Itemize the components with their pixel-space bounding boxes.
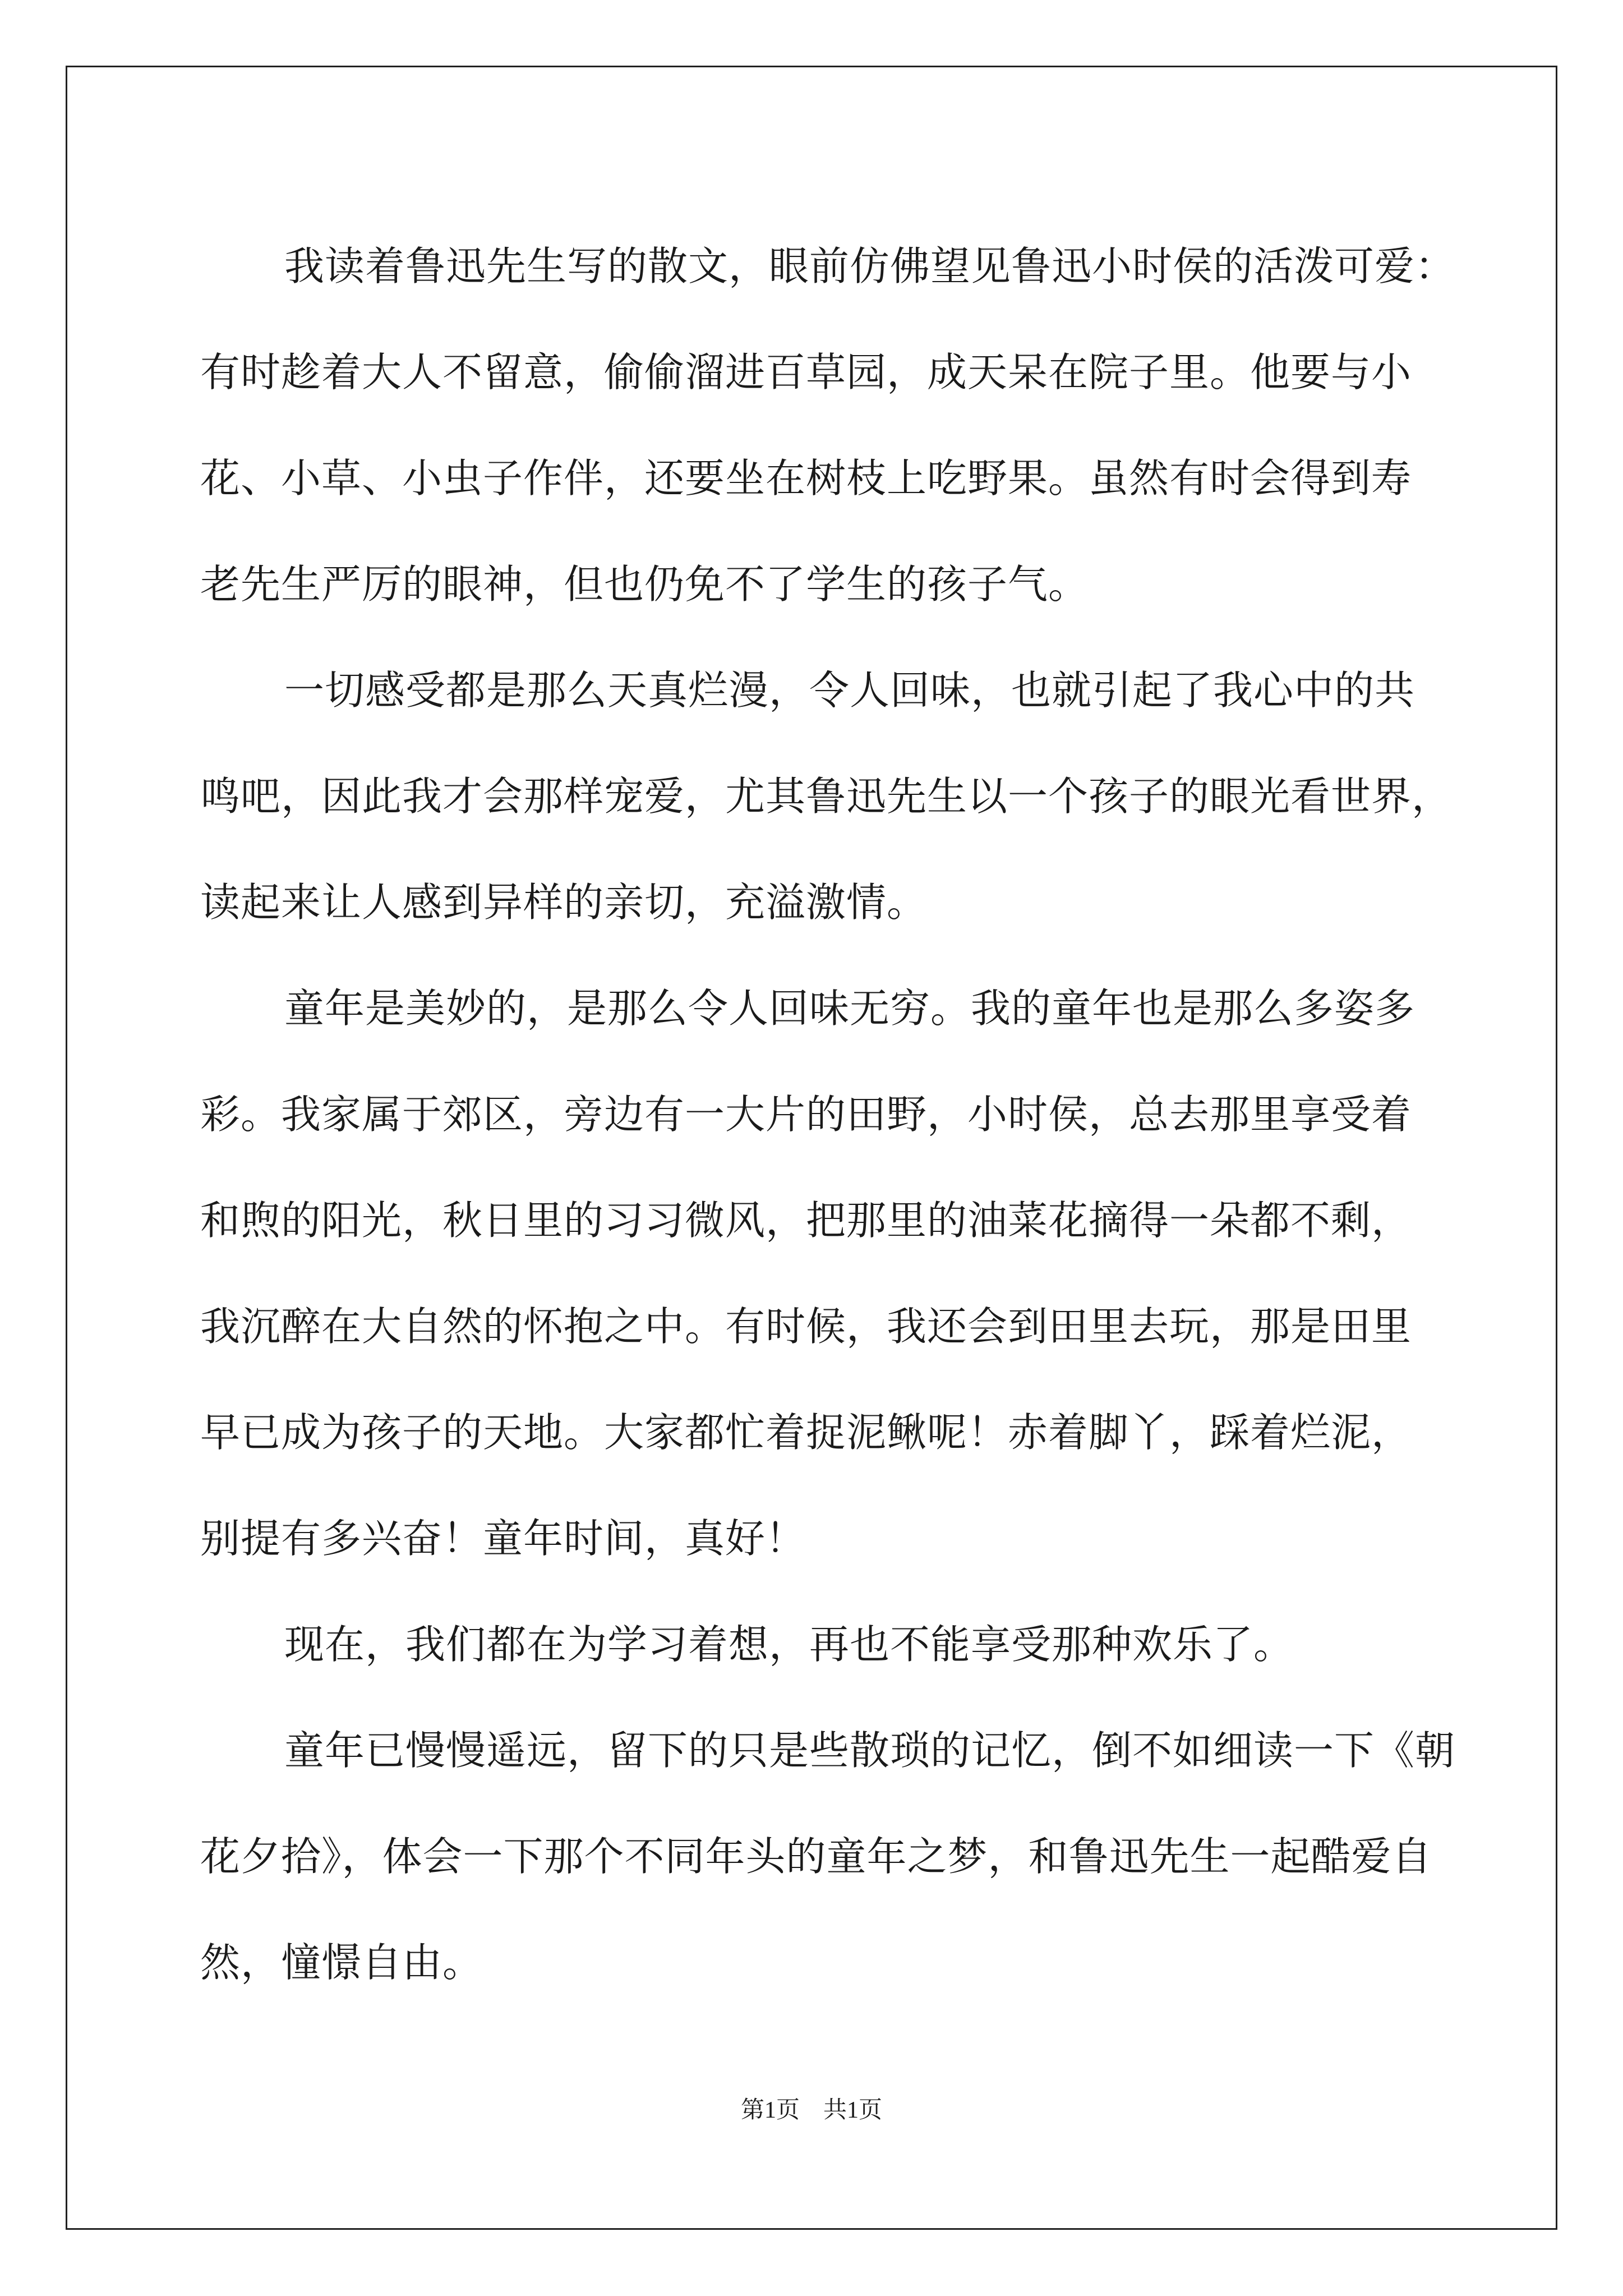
paragraph-1-line-4: 老先生严厉的眼神，但也仍免不了学生的孩子气。 (200, 561, 1089, 608)
paragraph-1-line-2: 有时趁着大人不留意，偷偷溜进百草园，成天呆在院子里。他要与小 (200, 349, 1412, 395)
paragraph-1-line-3: 花、小草、小虫子作伴，还要坐在树枝上吃野果。虽然有时会得到寿 (200, 455, 1412, 501)
paragraph-1-line-1: 我读着鲁迅先生写的散文，眼前仿佛望见鲁迅小时侯的活泼可爱： (284, 243, 1456, 289)
paragraph-3-line-2: 彩。我家属于郊区，旁边有一大片的田野，小时侯，总去那里享受着 (200, 1091, 1412, 1138)
paragraph-2-line-3: 读起来让人感到异样的亲切，充溢激情。 (200, 879, 928, 926)
paragraph-4-line-1: 现在，我们都在为学习着想，再也不能享受那种欢乐了。 (284, 1621, 1294, 1668)
paragraph-5-line-2: 花夕拾》，体会一下那个不同年头的童年之梦，和鲁迅先生一起酷爱自 (200, 1833, 1432, 1880)
paragraph-3-line-6: 别提有多兴奋！童年时间，真好！ (200, 1515, 806, 1562)
paragraph-3-line-5: 早已成为孩子的天地。大家都忙着捉泥鳅呢！赤着脚丫，踩着烂泥， (200, 1409, 1412, 1456)
paragraph-5-line-3: 然，憧憬自由。 (200, 1939, 483, 1986)
paragraph-3-line-3: 和煦的阳光，秋日里的习习微风，把那里的油菜花摘得一朵都不剩， (200, 1197, 1412, 1244)
paragraph-5-line-1: 童年已慢慢遥远，留下的只是些散琐的记忆，倒不如细读一下《朝 (284, 1727, 1456, 1774)
paragraph-2-line-2: 鸣吧，因此我才会那样宠爱，尤其鲁迅先生以一个孩子的眼光看世界， (200, 773, 1453, 820)
paragraph-3-line-1: 童年是美妙的，是那么令人回味无穷。我的童年也是那么多姿多 (284, 985, 1415, 1032)
paragraph-3-line-4: 我沉醉在大自然的怀抱之中。有时候，我还会到田里去玩，那是田里 (200, 1303, 1412, 1350)
page-number-footer: 第1页 共1页 (740, 2097, 882, 2123)
paragraph-2-line-1: 一切感受都是那么天真烂漫，令人回味，也就引起了我心中的共 (284, 667, 1415, 714)
document-body (200, 213, 1456, 2016)
